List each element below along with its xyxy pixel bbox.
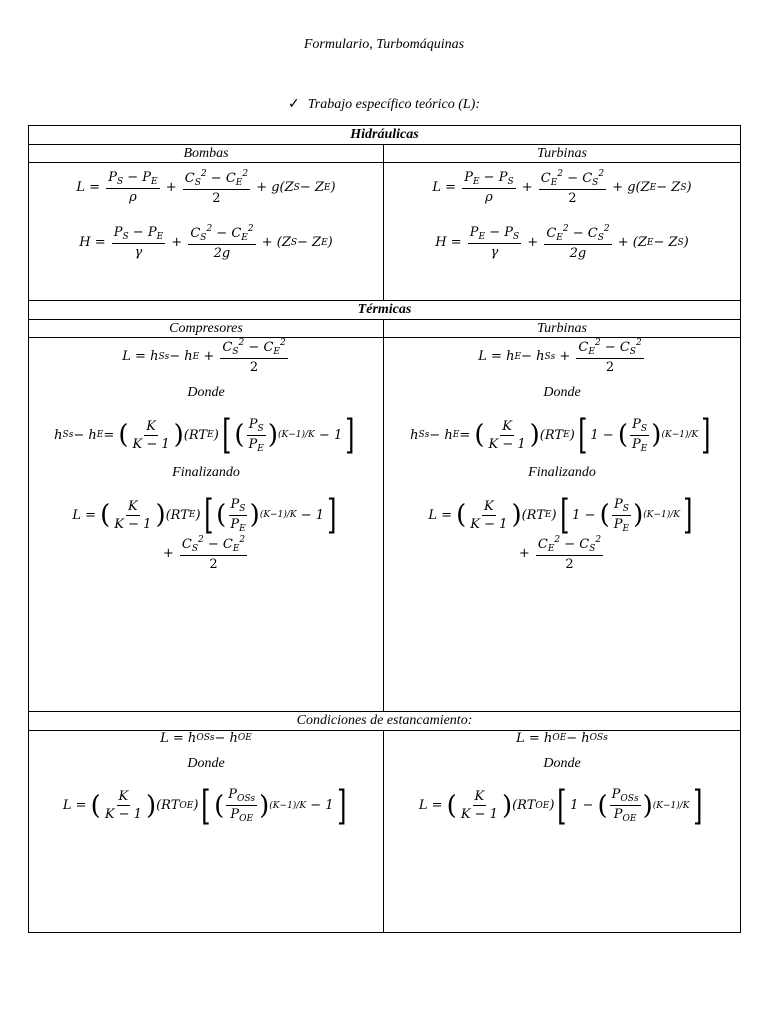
section-heading-text: Trabajo específico teórico (L): [307,97,480,112]
turbinas-termicas-formulas [384,338,741,711]
turbinas-termicas-label: Turbinas [384,320,741,338]
estancamiento-turbina-final-equation: L = ( $\frac{K}{K - 1}$ ) (RT OE ) [ 1 − ( $\frac{P_{OSs}}{P_{OE}}$ ) (K−1)/K ] [418,782,703,829]
turbina-hidraulica-head-equation: H = $\frac{P_E - P_S}{\gamma}$ + $\frac{C_E^2 - C_S^2}{2g}$ + (Z E − Z S ) [435,224,689,262]
compresores-label: Compresores [29,320,384,338]
turbina-termica-donde-label: Donde [543,385,581,401]
compresor-donde-label: Donde [187,385,225,401]
estancamiento-turbina-donde-label: Donde [543,755,581,771]
formula-table [28,125,741,933]
estancamiento-turbina-formulas [384,730,741,932]
estancamiento-compresor-donde-label: Donde [187,755,225,771]
compresor-final-equation: L = ( $\frac{K}{K - 1}$ ) (RT E ) [ ( $\frac{P_S}{P_E}$ ) (K−1)/K − 1 ] [72,492,337,539]
turbina-termica-finalizando-label: Finalizando [528,465,596,481]
hidraulicas-title: Hidráulicas [29,126,741,145]
check-mark-icon: ✓ [288,97,300,112]
termicas-title: Térmicas [29,301,741,320]
turbina-termica-final-equation: L = ( $\frac{K}{K - 1}$ ) (RT E ) [ 1 − ( $\frac{P_S}{P_E}$ ) (K−1)/K ] [428,492,693,539]
compresor-enthalpy-equation: h Ss − h E = ( $\frac{K}{K - 1}$ ) (RT E ) [ ( $\frac{P_S}{P_E}$ ) (K−1)/K − 1 ] [54,412,355,459]
estancamiento-compresor-work-equation: L = h OSs − h OE [160,730,252,746]
turbina-hidraulica-work-equation: L = $\frac{P_E - P_S}{\rho}$ + $\frac{C_E^2 - C_S^2}{2}$ + g(Z E − Z S ) [432,169,692,207]
compresor-finalizando-label: Finalizando [172,465,240,481]
bombas-work-equation: L = $\frac{P_S - P_E}{\rho}$ + $\frac{C_S^2 - C_E^2}{2}$ + g(Z S − Z E ) [76,169,336,207]
page-header: Formulario, Turbomáquinas [303,37,465,52]
compresores-formulas [29,338,384,711]
estancamiento-turbina-work-equation: L = h OE − h OSs [516,730,608,746]
bombas-label: Bombas [29,145,384,163]
compresor-work-equation: L = h Ss − h E + $\frac{C_S^2 - C_E^2}{2}$ [122,338,286,376]
turbinas-hidraulicas-formulas [384,163,741,301]
turbina-termica-enthalpy-equation: h Ss − h E = ( $\frac{K}{K - 1}$ ) (RT E ) [ 1 − ( $\frac{P_S}{P_E}$ ) (K−1)/K ] [410,412,711,459]
compresor-final-equation-cont: + $\frac{C_S^2 - C_E^2}{2}$ [162,535,246,573]
turbina-termica-work-equation: L = h E − h Ss + $\frac{C_E^2 - C_S^2}{2}$ [478,338,642,376]
estancamiento-compresor-final-equation: L = ( $\frac{K}{K - 1}$ ) (RT OE ) [ ( $\frac{P_{OSs}}{P_{OE}}$ ) (K−1)/K − 1 ] [62,782,347,829]
bombas-formulas [29,163,384,301]
turbinas-hidraulicas-label: Turbinas [384,145,741,163]
bombas-head-equation: H = $\frac{P_S - P_E}{\gamma}$ + $\frac{C_S^2 - C_E^2}{2g}$ + (Z S − Z E ) [79,224,333,262]
section-heading [0,96,768,113]
estancamiento-compresor-formulas [29,730,384,932]
estancamiento-title: Condiciones de estancamiento: [29,711,741,730]
turbina-termica-final-equation-cont: + $\frac{C_E^2 - C_S^2}{2}$ [518,535,602,573]
